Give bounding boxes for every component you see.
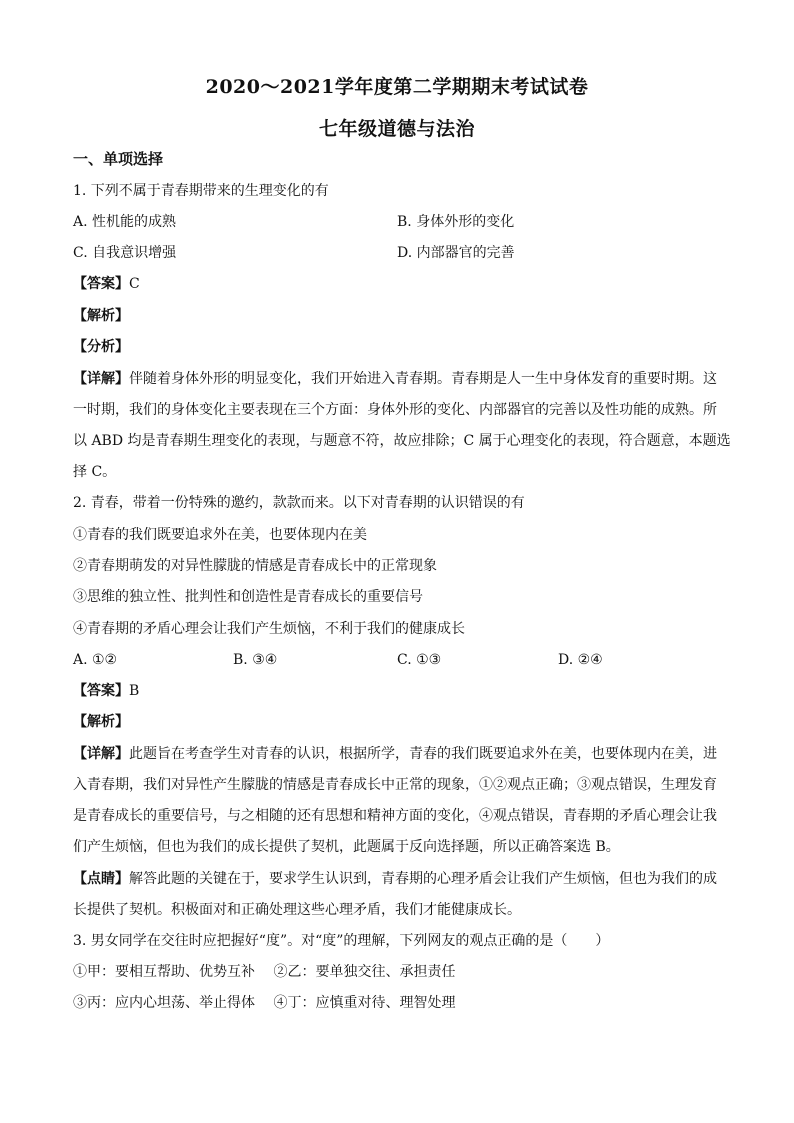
q1-detail-line — [73, 369, 723, 389]
q2-option-c: C. ①③ — [397, 652, 442, 668]
exam-title: 2020～2021学年度第二学期期末考试试卷 — [205, 76, 589, 98]
q2-option-b: B. ③④ — [233, 652, 278, 668]
q2-detail-line: 们产生烦恼，但也为我们的成长提供了契机，此题属于反向选择题，所以正确答案选 B。 — [73, 839, 620, 855]
detail-tag: 【详解】 — [73, 746, 129, 762]
q2-answer — [73, 681, 723, 701]
tip-tag: 【点睛】 — [73, 871, 129, 887]
q1-fenxi-tag: 【分析】 — [73, 339, 129, 355]
answer-tag: 【答案】 — [73, 276, 129, 292]
q2-detail-line: 是青春成长的重要信号，与之相随的还有思想和精神方面的变化，④观点错误，青春期的矛盾心理会让我 — [73, 808, 717, 824]
answer-value: C — [129, 276, 140, 292]
q2-tip-line — [73, 869, 723, 889]
q1-option-a: A. 性机能的成熟 — [73, 214, 177, 230]
q2-option-d: D. ②④ — [558, 652, 603, 668]
q2-statement: ②青春期萌发的对异性朦胧的情感是青春成长中的正常现象 — [73, 558, 437, 574]
exam-subtitle: 七年级道德与法治 — [318, 118, 475, 140]
question-2-stem: 2. 青春，带着一份特殊的邀约，款款而来。以下对青春期的认识错误的有 — [73, 495, 525, 511]
q1-answer — [73, 274, 723, 294]
q2-option-a: A. ①② — [73, 652, 118, 668]
q1-detail-line: 以 ABD 均是青春期生理变化的表现，与题意不符，故应排除；C 属于心理变化的表现，符合题意，本题选 — [73, 433, 731, 449]
q1-detail-line: 择 C。 — [73, 464, 117, 480]
q2-detail-line: 入青春期，我们对异性产生朦胧的情感是青春成长中正常的现象，①②观点正确；③观点错误，生理发育 — [73, 777, 717, 793]
q1-option-d: D. 内部器官的完善 — [397, 245, 515, 261]
q2-statement: ④青春期的矛盾心理会让我们产生烦恼，不利于我们的健康成长 — [73, 621, 465, 637]
q2-tip-line: 长提供了契机。积极面对和正确处理这些心理矛盾，我们才能健康成长。 — [73, 902, 521, 918]
q2-statement: ①青春的我们既要追求外在美，也要体现内在美 — [73, 527, 367, 543]
answer-value: B — [129, 683, 140, 699]
q1-option-b: B. 身体外形的变化 — [397, 214, 515, 230]
detail-tag: 【详解】 — [73, 371, 129, 387]
tip-text: 解答此题的关键在于，要求学生认识到，青春期的心理矛盾会让我们产生烦恼，但也为我们的成 — [129, 871, 717, 887]
q2-analysis-tag: 【解析】 — [73, 714, 129, 730]
section-heading: 一、单项选择 — [73, 150, 164, 168]
q1-analysis-tag: 【解析】 — [73, 308, 129, 324]
question-3-stem: 3. 男女同学在交往时应把握好“度”。对“度”的理解，下列网友的观点正确的是（ ） — [73, 933, 610, 949]
q1-detail-line: 一时期，我们的身体变化主要表现在三个方面：身体外形的变化、内部器官的完善以及性功能的成熟。所 — [73, 402, 717, 418]
question-1-stem: 1. 下列不属于青春期带来的生理变化的有 — [73, 183, 329, 199]
detail-text: 此题旨在考查学生对青春的认识，根据所学，青春的我们既要追求外在美，也要体现内在美，进 — [129, 746, 717, 762]
q3-statement: ③丙：应内心坦荡、举止得体 ④丁：应慎重对待、理智处理 — [73, 995, 456, 1011]
q2-detail-line — [73, 744, 723, 764]
q1-option-c: C. 自我意识增强 — [73, 245, 177, 261]
detail-text: 伴随着身体外形的明显变化，我们开始进入青春期。青春期是人一生中身体发育的重要时期。这 — [129, 371, 717, 387]
answer-tag: 【答案】 — [73, 683, 129, 699]
q2-statement: ③思维的独立性、批判性和创造性是青春成长的重要信号 — [73, 589, 423, 605]
q3-statement: ①甲：要相互帮助、优势互补 ②乙：要单独交往、承担责任 — [73, 964, 456, 980]
